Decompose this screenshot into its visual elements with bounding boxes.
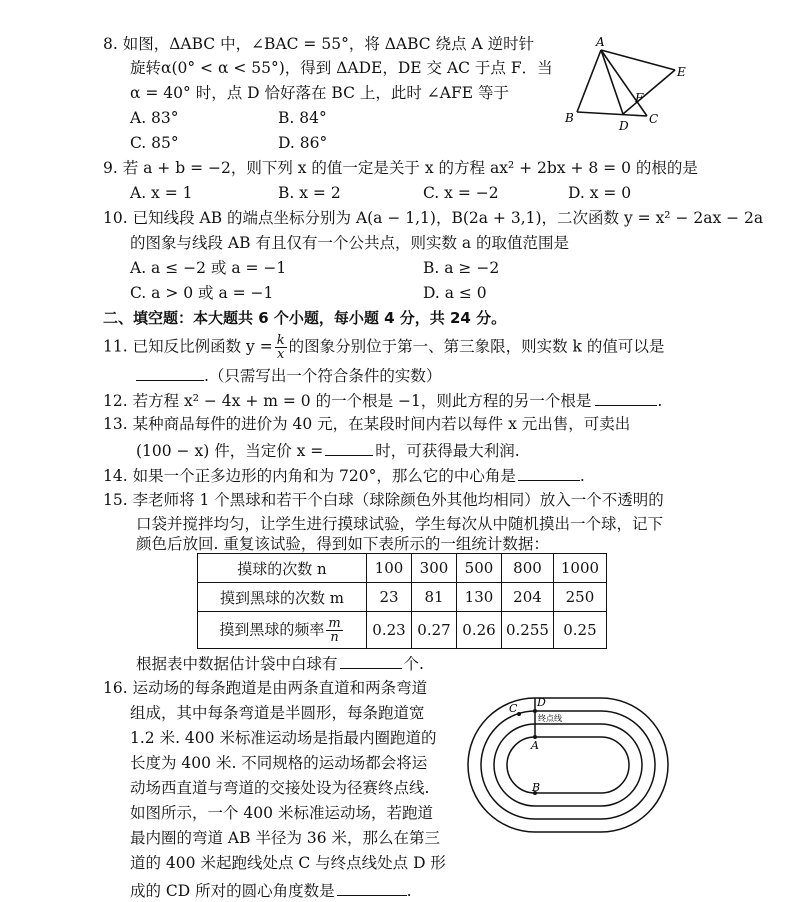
q8-option-a: A. 83° xyxy=(130,109,179,127)
table-cell: 0.23 xyxy=(367,612,412,649)
table-cell: 204 xyxy=(502,583,554,612)
table-cell: 23 xyxy=(367,583,412,612)
q11-line-2 xyxy=(136,364,441,386)
segment-bc xyxy=(577,112,647,116)
q13-line-2-post: 时，可获得最大利润. xyxy=(375,442,520,460)
table-header-n: 摸球的次数 n xyxy=(198,554,367,583)
table-cell: 500 xyxy=(457,554,502,583)
q16-line-9-post: . xyxy=(406,882,412,900)
q8-option-d: D. 86° xyxy=(278,134,328,152)
table-cell: 250 xyxy=(553,583,606,612)
q13-line-1: 13. 某种商品每件的进价为 40 元，在某段时间内若以每件 x 元出售，可卖出 xyxy=(103,415,631,433)
table-row xyxy=(198,583,607,612)
q15-line-3: 颜色后放回. 重复该试验，得到如下表所示的一组统计数据： xyxy=(136,535,549,553)
table-cell: 130 xyxy=(457,583,502,612)
table-cell: 0.255 xyxy=(502,612,554,649)
table-cell: 0.27 xyxy=(412,612,457,649)
q13-line-2 xyxy=(136,439,520,461)
label-f: F xyxy=(635,91,644,105)
label-e: E xyxy=(677,65,686,79)
q14-answer-blank[interactable] xyxy=(518,464,580,481)
q16-answer-blank[interactable] xyxy=(337,879,407,896)
q9-option-d: D. x = 0 xyxy=(568,184,632,202)
label-finish: 终点线 xyxy=(538,714,562,723)
q16-line-4: 长度为 400 米. 不同规格的运动场都会将运 xyxy=(130,754,428,772)
q10-option-c: C. a > 0 或 a = −1 xyxy=(130,284,274,302)
table-row xyxy=(198,612,607,649)
q11-text-pre: 11. 已知反比例函数 y = xyxy=(103,337,273,356)
label-d: D xyxy=(537,696,546,709)
q10-line-2: 的图象与线段 AB 有且仅有一个公共点，则实数 a 的取值范围是 xyxy=(130,234,570,252)
label-c: C xyxy=(649,112,659,126)
table-cell: 300 xyxy=(412,554,457,583)
q9-option-c: C. x = −2 xyxy=(423,184,499,202)
table-row xyxy=(198,554,607,583)
label-a: A xyxy=(531,739,539,752)
q15-stats-table xyxy=(197,553,607,649)
label-a: A xyxy=(596,35,605,49)
q12-answer-blank[interactable] xyxy=(595,389,657,406)
q12-text: 12. 若方程 x² − 4x + m = 0 的一个根是 −1，则此方程的另一个根是 xyxy=(103,392,592,410)
freq-frac-top: m xyxy=(328,615,341,631)
q16-line-5: 动场西直道与弯道的交接处设为径赛终点线. xyxy=(130,779,430,797)
q13-answer-blank[interactable] xyxy=(325,439,373,456)
label-b: B xyxy=(565,111,574,125)
table-header-freq xyxy=(198,612,367,649)
q15-line-2: 口袋并搅拌均匀，让学生进行摸球试验，学生每次从中随机摸出一个球，记下 xyxy=(136,515,664,533)
q16-line-6: 如图所示，一个 400 米标准运动场，若跑道 xyxy=(130,804,433,822)
q11-line-2-text: .（只需写出一个符合条件的实数） xyxy=(204,367,442,385)
q8-option-c: C. 85° xyxy=(130,134,179,152)
q16-line-9 xyxy=(130,879,412,901)
q16-line-1: 16. 运动场的每条跑道是由两条直道和两条弯道 xyxy=(103,679,428,697)
q11-frac-top: k xyxy=(276,333,285,348)
q10-option-d: D. a ≤ 0 xyxy=(423,284,487,302)
table-cell: 1000 xyxy=(553,554,606,583)
q14-text: 14. 如果一个正多边形的内角和为 720°，那么它的中心角是 xyxy=(103,467,516,485)
q15-after-pre: 根据表中数据估计袋中白球有 xyxy=(136,655,338,673)
q16-track-figure xyxy=(464,692,674,842)
q13-line-2-pre: (100 − x) 件，当定价 x = xyxy=(136,442,324,460)
label-d: D xyxy=(619,119,629,133)
section-2-heading: 二、填空题：本大题共 6 个小题，每小题 4 分，共 24 分。 xyxy=(103,309,507,327)
q15-line-1: 15. 李老师将 1 个黑球和若干个白球（球除颜色外其他均相同）放入一个不透明的 xyxy=(103,491,664,509)
table-cell: 81 xyxy=(412,583,457,612)
q15-answer-blank[interactable] xyxy=(340,652,402,669)
track-inner-lane xyxy=(507,737,629,793)
label-c: C xyxy=(509,702,518,715)
q12-line-1 xyxy=(103,389,662,411)
table-cell: 0.25 xyxy=(553,612,606,649)
q9-option-b: B. x = 2 xyxy=(278,184,341,202)
q10-option-a: A. a ≤ −2 或 a = −1 xyxy=(130,259,287,277)
q8-triangle-figure xyxy=(555,30,695,140)
q11-fraction xyxy=(275,334,287,361)
table-header-m: 摸到黑球的次数 m xyxy=(198,583,367,612)
freq-frac-bot: n xyxy=(330,629,339,645)
q12-end: . xyxy=(657,392,663,410)
q16-line-2: 组成，其中每条弯道是半圆形，每条跑道宽 xyxy=(130,704,425,722)
segment-ad xyxy=(601,50,623,114)
table-cell: 0.26 xyxy=(457,612,502,649)
q16-line-3: 1.2 米. 400 米标准运动场是指最内圈跑道的 xyxy=(130,729,437,747)
q10-line-1: 10. 已知线段 AB 的端点坐标分别为 A(a − 1,1)，B(2a + 3,1)，二次函数 y = x² − 2ax − 2a xyxy=(103,209,764,227)
q8-line-2: 旋转α(0° < α < 55°)，得到 ΔADE，DE 交 AC 于点 F．当 xyxy=(130,59,553,77)
q11-text-post: 的图象分别位于第一、第三象限，则实数 k 的值可以是 xyxy=(288,337,665,356)
q9-option-a: A. x = 1 xyxy=(130,184,193,202)
track-outer-lane xyxy=(468,698,668,832)
q8-option-b: B. 84° xyxy=(278,109,327,127)
point-c xyxy=(517,712,521,716)
q15-after-table xyxy=(136,652,424,674)
q16-line-8: 道的 400 米起跑线处点 C 与终点线处点 D 形 xyxy=(130,854,446,872)
label-b: B xyxy=(532,781,541,794)
segment-ab xyxy=(577,50,601,112)
q15-after-post: 个. xyxy=(403,655,424,673)
q8-line-1: 8. 如图，ΔABC 中，∠BAC = 55°，将 ΔABC 绕点 A 逆时针 xyxy=(103,35,535,53)
q10-option-b: B. a ≥ −2 xyxy=(423,259,500,277)
freq-fraction xyxy=(326,617,342,644)
freq-label: 摸到黑球的频率 xyxy=(219,620,325,638)
q8-line-3: α = 40° 时，点 D 恰好落在 BC 上，此时 ∠AFE 等于 xyxy=(130,84,509,102)
q14-end: . xyxy=(579,467,585,485)
table-cell: 800 xyxy=(502,554,554,583)
point-d xyxy=(533,709,537,713)
q11-frac-bot: x xyxy=(276,347,285,362)
q11-line-1 xyxy=(103,334,664,361)
table-cell: 100 xyxy=(367,554,412,583)
q11-answer-blank[interactable] xyxy=(136,364,204,381)
q14-line-1 xyxy=(103,464,585,486)
q9-line-1: 9. 若 a + b = −2，则下列 x 的值一定是关于 x 的方程 ax² + 2bx + 8 = 0 的根的是 xyxy=(103,159,698,177)
q16-line-7: 最内圈的弯道 AB 半径为 36 米，那么在第三 xyxy=(130,829,441,847)
q16-line-9-pre: 成的 CD 所对的圆心角度数是 xyxy=(130,882,335,900)
